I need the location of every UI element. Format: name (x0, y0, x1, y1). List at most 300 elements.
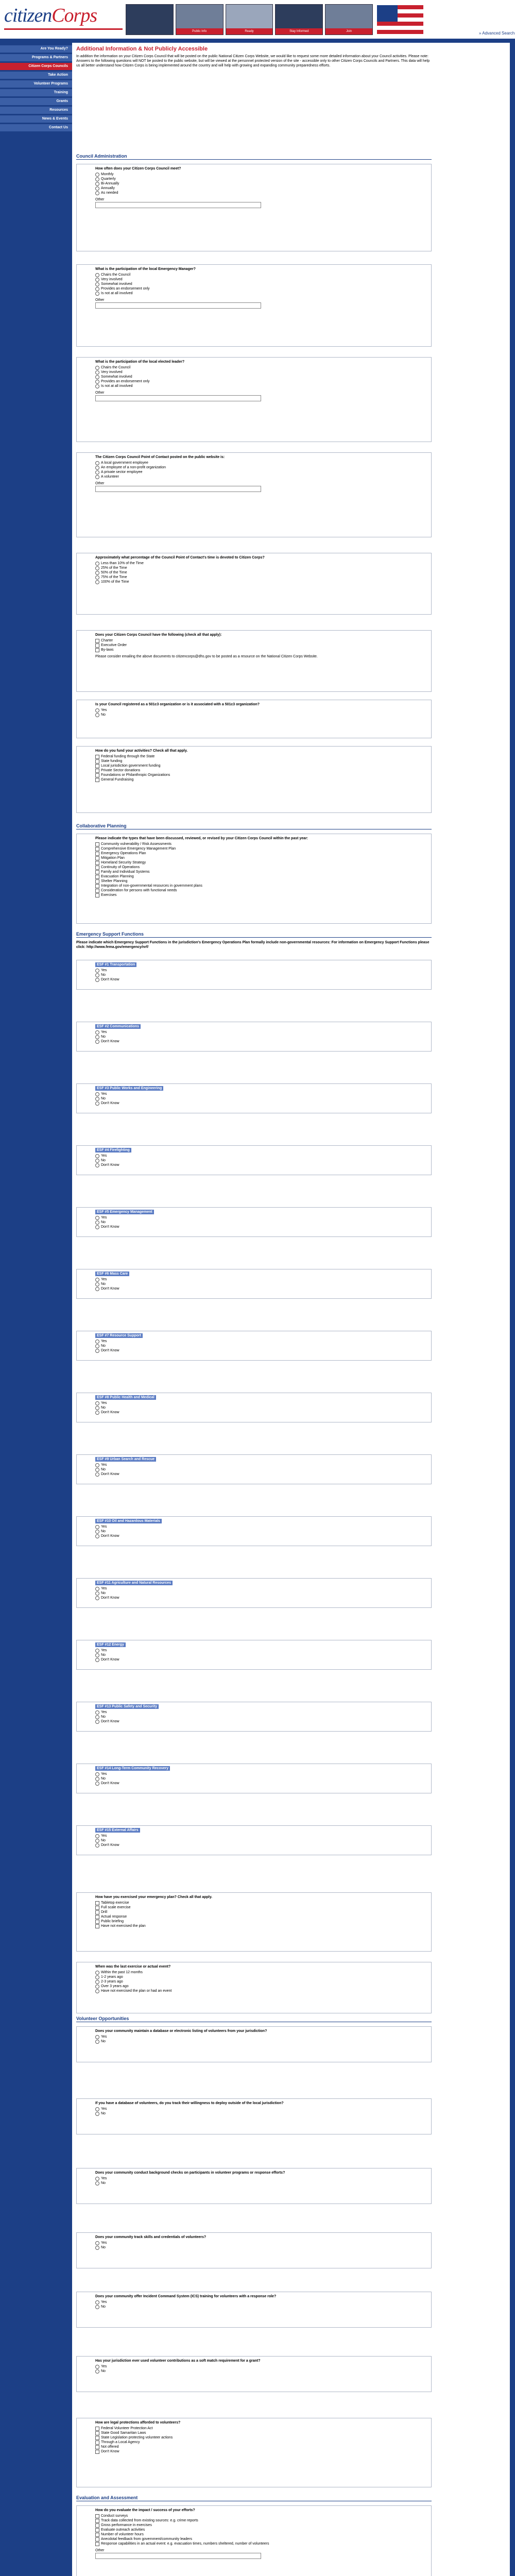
answer-option[interactable] (95, 1781, 431, 1786)
answer-option[interactable] (95, 2364, 431, 2369)
answer-option[interactable] (95, 1648, 431, 1653)
radio-button[interactable] (95, 1287, 99, 1291)
question-box (76, 2418, 432, 2487)
radio-button[interactable] (95, 2241, 99, 2245)
radio-button[interactable] (95, 1411, 99, 1415)
answer-option[interactable] (95, 2300, 431, 2304)
answer-option[interactable] (95, 1586, 431, 1591)
answer-option[interactable] (95, 580, 431, 584)
answer-option[interactable] (95, 1344, 431, 1348)
radio-button[interactable] (95, 1163, 99, 1167)
checkbox[interactable] (95, 639, 99, 643)
answer-option[interactable] (95, 1348, 431, 1353)
answer-option[interactable] (95, 1529, 431, 1534)
radio-button[interactable] (95, 973, 99, 977)
checkbox[interactable] (95, 893, 99, 897)
answer-option[interactable] (95, 768, 431, 773)
radio-button[interactable] (95, 470, 99, 474)
answer-option[interactable] (95, 754, 431, 759)
radio-button[interactable] (95, 1715, 99, 1719)
radio-button[interactable] (95, 1097, 99, 1101)
checkbox[interactable] (95, 2528, 99, 2532)
radio-button[interactable] (95, 1534, 99, 1538)
answer-option[interactable] (95, 1096, 431, 1101)
answer-option[interactable] (95, 470, 431, 474)
radio-button[interactable] (95, 366, 99, 370)
radio-button[interactable] (95, 1649, 99, 1653)
radio-button[interactable] (95, 1468, 99, 1472)
radio-button[interactable] (95, 182, 99, 186)
radio-button[interactable] (95, 1839, 99, 1843)
answer-option[interactable] (95, 1158, 431, 1163)
answer-option[interactable] (95, 291, 431, 296)
answer-option[interactable] (95, 888, 431, 893)
radio-button[interactable] (95, 1989, 99, 1993)
answer-option[interactable] (95, 851, 431, 856)
answer-option[interactable] (95, 870, 431, 874)
radio-button[interactable] (95, 1591, 99, 1596)
answer-option[interactable] (95, 1905, 431, 1910)
radio-button[interactable] (95, 273, 99, 277)
option-label: Integration of non-governmental resources in government plans (101, 884, 202, 888)
answer-option[interactable] (95, 2426, 431, 2431)
answer-option[interactable] (95, 1843, 431, 1848)
answer-option[interactable] (95, 1410, 431, 1415)
radio-button[interactable] (95, 1525, 99, 1529)
answer-option[interactable] (95, 379, 431, 384)
option-label: Yes (101, 2365, 107, 2368)
answer-option[interactable] (95, 1277, 431, 1282)
option-label: A local government employee (101, 461, 148, 465)
answer-option[interactable] (95, 893, 431, 897)
radio-button[interactable] (95, 2365, 99, 2369)
radio-button[interactable] (95, 1834, 99, 1838)
answer-option[interactable] (95, 1035, 431, 1039)
nav-item[interactable]: Citizen Corps Councils (0, 63, 72, 70)
checkbox[interactable] (95, 643, 99, 648)
radio-button[interactable] (95, 978, 99, 982)
radio-button[interactable] (95, 1040, 99, 1044)
checkbox[interactable] (95, 2431, 99, 2435)
option-label: Yes (101, 1340, 107, 1343)
radio-button[interactable] (95, 575, 99, 580)
answer-option[interactable] (95, 2537, 431, 2541)
answer-option[interactable] (95, 2245, 431, 2250)
answer-option[interactable] (95, 1405, 431, 1410)
answer-option[interactable] (95, 1710, 431, 1715)
radio-button[interactable] (95, 1159, 99, 1163)
checkbox[interactable] (95, 755, 99, 759)
question-box (76, 630, 432, 692)
radio-button[interactable] (95, 2246, 99, 2250)
option-label: Yes (101, 1525, 107, 1529)
answer-option[interactable] (95, 977, 431, 982)
checkbox[interactable] (95, 2537, 99, 2541)
option-label: Tabletop exercise (101, 1901, 129, 1905)
radio-button[interactable] (95, 1225, 99, 1229)
answer-option[interactable] (95, 2111, 431, 2116)
checkbox[interactable] (95, 1915, 99, 1919)
question-text: How often does your Citizen Corps Council meet? (95, 167, 181, 171)
checkbox[interactable] (95, 2445, 99, 2449)
advanced-search-link[interactable]: » Advanced Search (479, 31, 515, 36)
radio-button[interactable] (95, 1985, 99, 1989)
checkbox[interactable] (95, 866, 99, 870)
radio-button[interactable] (95, 1653, 99, 1657)
answer-option[interactable] (95, 282, 431, 286)
answer-option[interactable] (95, 2304, 431, 2309)
radio-button[interactable] (95, 370, 99, 375)
answer-option[interactable] (95, 1282, 431, 1286)
radio-button[interactable] (95, 2300, 99, 2304)
radio-button[interactable] (95, 1406, 99, 1410)
answer-option[interactable] (95, 2181, 431, 2185)
answer-option[interactable] (95, 2039, 431, 2044)
checkbox[interactable] (95, 884, 99, 888)
answer-option[interactable] (95, 879, 431, 884)
radio-button[interactable] (95, 1216, 99, 1220)
radio-button[interactable] (95, 1221, 99, 1225)
header-photo (126, 4, 174, 35)
answer-option[interactable] (95, 773, 431, 777)
answer-option[interactable] (95, 1220, 431, 1225)
answer-option[interactable] (95, 570, 431, 575)
checkbox[interactable] (95, 847, 99, 851)
radio-button[interactable] (95, 461, 99, 465)
answer-option[interactable] (95, 1970, 431, 1975)
answer-option[interactable] (95, 874, 431, 879)
radio-button[interactable] (95, 1843, 99, 1848)
answer-option[interactable] (95, 1215, 431, 1220)
radio-button[interactable] (95, 1035, 99, 1039)
radio-button[interactable] (95, 2369, 99, 2374)
answer-option[interactable] (95, 2369, 431, 2374)
answer-option[interactable] (95, 1225, 431, 1229)
other-input[interactable] (95, 2553, 261, 2559)
checkbox[interactable] (95, 875, 99, 879)
radio-button[interactable] (95, 1349, 99, 1353)
radio-button[interactable] (95, 2305, 99, 2309)
other-input[interactable] (95, 202, 261, 208)
esf-title: ESF #15 External Affairs (95, 1828, 140, 1833)
radio-button[interactable] (95, 292, 99, 296)
answer-option[interactable] (95, 286, 431, 291)
nav-item[interactable]: Take Action (0, 72, 72, 79)
nav-item[interactable]: Programs & Partners (0, 54, 72, 61)
answer-option[interactable] (95, 2107, 431, 2111)
radio-button[interactable] (95, 1401, 99, 1405)
answer-option[interactable] (95, 2449, 431, 2454)
checkbox[interactable] (95, 778, 99, 782)
checkbox[interactable] (95, 2519, 99, 2523)
answer-option[interactable] (95, 1979, 431, 1984)
answer-option[interactable] (95, 384, 431, 388)
radio-button[interactable] (95, 1282, 99, 1286)
answer-option[interactable] (95, 172, 431, 177)
answer-option[interactable] (95, 1975, 431, 1979)
answer-option[interactable] (95, 764, 431, 768)
answer-option[interactable] (95, 2541, 431, 2546)
answer-option[interactable] (95, 1030, 431, 1035)
answer-option[interactable] (95, 1657, 431, 1662)
checkbox[interactable] (95, 648, 99, 652)
answer-option[interactable] (95, 1092, 431, 1096)
answer-option[interactable] (95, 1596, 431, 1600)
radio-button[interactable] (95, 1782, 99, 1786)
radio-button[interactable] (95, 1596, 99, 1600)
option-label: Have not exercised the plan (101, 1924, 146, 1928)
other-input[interactable] (95, 302, 261, 309)
checkbox[interactable] (95, 1910, 99, 1914)
answer-option[interactable] (95, 713, 431, 717)
answer-option[interactable] (95, 2241, 431, 2245)
radio-button[interactable] (95, 708, 99, 713)
answer-option[interactable] (95, 1772, 431, 1776)
answer-option[interactable] (95, 465, 431, 470)
nav-item[interactable]: News & Events (0, 115, 72, 123)
checkbox[interactable] (95, 861, 99, 865)
radio-button[interactable] (95, 173, 99, 177)
option-label: No (101, 1468, 106, 1471)
checkbox[interactable] (95, 1924, 99, 1928)
answer-option[interactable] (95, 846, 431, 851)
answer-option[interactable] (95, 2514, 431, 2518)
checkbox[interactable] (95, 2514, 99, 2518)
radio-button[interactable] (95, 1154, 99, 1158)
answer-option[interactable] (95, 561, 431, 566)
radio-button[interactable] (95, 1658, 99, 1662)
option-label: Very involved (101, 370, 123, 374)
radio-button[interactable] (95, 278, 99, 282)
answer-option[interactable] (95, 2440, 431, 2445)
checkbox[interactable] (95, 1901, 99, 1905)
radio-button[interactable] (95, 2035, 99, 2039)
answer-option[interactable] (95, 759, 431, 764)
answer-option[interactable] (95, 638, 431, 643)
radio-button[interactable] (95, 1472, 99, 1477)
answer-option[interactable] (95, 575, 431, 580)
radio-button[interactable] (95, 1101, 99, 1106)
answer-option[interactable] (95, 1534, 431, 1538)
answer-option[interactable] (95, 842, 431, 846)
answer-option[interactable] (95, 365, 431, 370)
option-label: No (101, 1591, 106, 1595)
checkbox[interactable] (95, 870, 99, 874)
answer-option[interactable] (95, 860, 431, 865)
citizen-corps-logo[interactable]: citizenCorps (4, 5, 97, 26)
checkbox[interactable] (95, 2542, 99, 2546)
radio-button[interactable] (95, 713, 99, 717)
radio-button[interactable] (95, 1710, 99, 1715)
checkbox[interactable] (95, 856, 99, 860)
answer-option[interactable] (95, 1834, 431, 1838)
answer-option[interactable] (95, 1838, 431, 1843)
answer-option[interactable] (95, 186, 431, 191)
answer-option[interactable] (95, 277, 431, 282)
esf-question-box (76, 1702, 432, 1732)
answer-option[interactable] (95, 1039, 431, 1044)
answer-option[interactable] (95, 370, 431, 375)
answer-option[interactable] (95, 1914, 431, 1919)
radio-button[interactable] (95, 2107, 99, 2111)
answer-option[interactable] (95, 461, 431, 465)
option-label: Charter (101, 639, 113, 642)
radio-button[interactable] (95, 466, 99, 470)
radio-button[interactable] (95, 571, 99, 575)
question-box (76, 1892, 432, 1952)
answer-option[interactable] (95, 566, 431, 570)
answer-option[interactable] (95, 375, 431, 379)
radio-button[interactable] (95, 384, 99, 388)
header-photo: Join (325, 4, 373, 35)
nav-item[interactable]: Training (0, 89, 72, 96)
checkbox[interactable] (95, 2441, 99, 2445)
answer-option[interactable] (95, 2435, 431, 2440)
answer-option[interactable] (95, 2523, 431, 2528)
answer-option[interactable] (95, 968, 431, 973)
answer-option[interactable] (95, 474, 431, 479)
answer-option[interactable] (95, 1286, 431, 1291)
esf-title: ESF #9 Urban Search and Rescue (95, 1457, 156, 1462)
option-label: Don't Know (101, 978, 119, 981)
answer-option[interactable] (95, 2176, 431, 2181)
answer-option[interactable] (95, 643, 431, 648)
answer-option[interactable] (95, 181, 431, 186)
radio-button[interactable] (95, 1340, 99, 1344)
checkbox[interactable] (95, 1920, 99, 1924)
checkbox[interactable] (95, 2533, 99, 2537)
nav-item[interactable]: Resources (0, 107, 72, 114)
answer-option[interactable] (95, 708, 431, 713)
checkbox[interactable] (95, 2450, 99, 2454)
radio-button[interactable] (95, 2040, 99, 2044)
nav-item[interactable]: Are You Ready? (0, 45, 72, 53)
answer-option[interactable] (95, 273, 431, 277)
answer-option[interactable] (95, 1776, 431, 1781)
answer-option[interactable] (95, 1653, 431, 1657)
answer-option[interactable] (95, 648, 431, 652)
option-label: Monthly (101, 173, 114, 176)
radio-button[interactable] (95, 1278, 99, 1282)
radio-button[interactable] (95, 187, 99, 191)
radio-button[interactable] (95, 2112, 99, 2116)
checkbox[interactable] (95, 769, 99, 773)
answer-option[interactable] (95, 2445, 431, 2449)
answer-option[interactable] (95, 2528, 431, 2532)
radio-button[interactable] (95, 566, 99, 570)
answer-option[interactable] (95, 1467, 431, 1472)
esf-title: ESF #11 Agriculture and Natural Resources (95, 1581, 173, 1585)
answer-option[interactable] (95, 177, 431, 181)
answer-option[interactable] (95, 1591, 431, 1596)
radio-button[interactable] (95, 191, 99, 195)
answer-option[interactable] (95, 884, 431, 888)
checkbox[interactable] (95, 759, 99, 764)
radio-button[interactable] (95, 2181, 99, 2185)
nav-item[interactable]: Contact Us (0, 124, 72, 131)
answer-option[interactable] (95, 1163, 431, 1167)
checkbox[interactable] (95, 2427, 99, 2431)
radio-button[interactable] (95, 562, 99, 566)
radio-button[interactable] (95, 1772, 99, 1776)
radio-button[interactable] (95, 475, 99, 479)
radio-button[interactable] (95, 969, 99, 973)
radio-button[interactable] (95, 1720, 99, 1724)
answer-option[interactable] (95, 2035, 431, 2039)
checkbox[interactable] (95, 2523, 99, 2528)
option-label: Is not at all involved (101, 292, 133, 295)
answer-option[interactable] (95, 777, 431, 782)
esf-question-box (76, 1269, 432, 1299)
answer-option[interactable] (95, 1715, 431, 1719)
radio-button[interactable] (95, 375, 99, 379)
radio-button[interactable] (95, 1344, 99, 1348)
nav-item[interactable]: Grants (0, 98, 72, 105)
answer-option[interactable] (95, 1339, 431, 1344)
answer-option[interactable] (95, 1901, 431, 1905)
radio-button[interactable] (95, 1030, 99, 1035)
answer-option[interactable] (95, 1719, 431, 1724)
checkbox[interactable] (95, 889, 99, 893)
radio-button[interactable] (95, 1971, 99, 1975)
radio-button[interactable] (95, 1975, 99, 1979)
answer-option[interactable] (95, 191, 431, 195)
answer-option[interactable] (95, 1919, 431, 1924)
checkbox[interactable] (95, 842, 99, 846)
nav-item[interactable]: Volunteer Programs (0, 80, 72, 88)
checkbox[interactable] (95, 773, 99, 777)
answer-option[interactable] (95, 1989, 431, 1993)
radio-button[interactable] (95, 177, 99, 181)
answer-option[interactable] (95, 1101, 431, 1106)
radio-button[interactable] (95, 282, 99, 286)
radio-button[interactable] (95, 2177, 99, 2181)
answer-option[interactable] (95, 1401, 431, 1405)
checkbox[interactable] (95, 764, 99, 768)
radio-button[interactable] (95, 1777, 99, 1781)
checkbox[interactable] (95, 879, 99, 884)
answer-option[interactable] (95, 2431, 431, 2435)
radio-button[interactable] (95, 1463, 99, 1467)
answer-option[interactable] (95, 2532, 431, 2537)
answer-option[interactable] (95, 1984, 431, 1989)
answer-option[interactable] (95, 973, 431, 977)
radio-button[interactable] (95, 380, 99, 384)
answer-option[interactable] (95, 1463, 431, 1467)
answer-option[interactable] (95, 1472, 431, 1477)
radio-button[interactable] (95, 287, 99, 291)
checkbox[interactable] (95, 852, 99, 856)
other-input[interactable] (95, 395, 261, 401)
answer-option[interactable] (95, 856, 431, 860)
radio-button[interactable] (95, 1980, 99, 1984)
radio-button[interactable] (95, 1092, 99, 1096)
answer-option[interactable] (95, 865, 431, 870)
radio-button[interactable] (95, 1530, 99, 1534)
answer-option[interactable] (95, 1924, 431, 1928)
option-label: Don't Know (101, 1349, 119, 1352)
answer-option[interactable] (95, 1910, 431, 1914)
other-input[interactable] (95, 486, 261, 492)
checkbox[interactable] (95, 2436, 99, 2440)
radio-button[interactable] (95, 1587, 99, 1591)
answer-option[interactable] (95, 2518, 431, 2523)
checkbox[interactable] (95, 1906, 99, 1910)
option-label: Annually (101, 187, 115, 190)
answer-option[interactable] (95, 1524, 431, 1529)
radio-button[interactable] (95, 580, 99, 584)
answer-option[interactable] (95, 1154, 431, 1158)
